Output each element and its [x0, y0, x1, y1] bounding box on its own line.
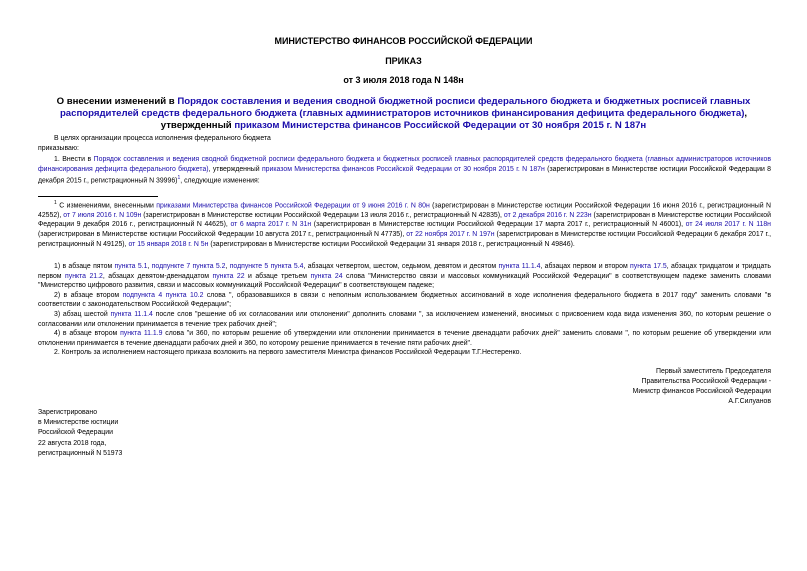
ministry-heading: МИНИСТЕРСТВО ФИНАНСОВ РОССИЙСКОЙ ФЕДЕРАЦИИ	[274, 36, 533, 46]
item-text: , абзацах тридцатом и тридцать первом	[38, 263, 771, 280]
registration-date: 22 августа 2018 года,	[38, 439, 107, 447]
footnote-separator	[38, 196, 158, 197]
item2-link-10-2[interactable]: подпункта 4 пункта 10.2	[122, 291, 204, 299]
footnote-text: (зарегистрирован в Министерстве юстиции Российской Федерации 17 марта 2017 г., регистрационный N 46001),	[311, 221, 686, 229]
signature-line3: Министр финансов Российской Федерации	[632, 388, 771, 395]
item-text: 2) в абзаце втором	[54, 291, 123, 299]
signature-line1: Первый заместитель Председателя	[656, 368, 771, 375]
footnote-link-2[interactable]: от 7 июля 2016 г. N 109н	[63, 211, 142, 219]
item-text: , абзацах четвертом, шестом, седьмом, девятом и десятом	[303, 263, 499, 270]
item-text: слова ", образовавшихся в связи с неполным использованием бюджетных ассигнований в ходе исполнения федерального бюджета в 2017 году" заменить словами "в соответствии с законодательством Российской Федерации";	[38, 291, 772, 309]
footnote	[38, 199, 771, 249]
footnote-text: (зарегистрирован в Министерстве юстиции Российской Федерации 10 августа 2017 г., регистрационный N 47735),	[38, 231, 407, 239]
point1-text-d: , следующие изменения:	[180, 177, 260, 185]
item-text: после слов "решение об их согласовании или отклонении" дополнить словами ", за исключением изменений, вносимых с присвоением кода вида изменения 360, по которым решение о согласовании или отклонении принимается в течение трех рабочих дней";	[38, 310, 771, 328]
preamble	[38, 134, 771, 153]
footnote-text: (зарегистрирован в Министерстве юстиции Российской Федерации 13 июля 2016 г., регистрационный N 42835),	[141, 211, 504, 219]
footnote-link-5[interactable]: от 24 июля 2017 г. N 118н	[685, 221, 771, 229]
footnote-text: С изменениями, внесенными	[56, 202, 157, 210]
item-3	[38, 310, 771, 329]
item1-link-5-1[interactable]: пункта 5.1	[114, 263, 148, 270]
registration-line2: в Министерстве юстиции	[38, 419, 119, 427]
registration-line1: Зарегистрировано	[38, 409, 98, 416]
item-text: 4) в абзаце втором	[54, 330, 121, 338]
point1-text-b: , утвержденный	[208, 165, 262, 173]
item1-link-11-1-4[interactable]: пункта 11.1.4	[498, 263, 541, 270]
point1-link-order[interactable]: приказом Министерства финансов Российской Федерации от 30 ноября 2015 г. N 187н	[261, 165, 545, 173]
footnote-link-4[interactable]: от 6 марта 2017 г. N 31н	[230, 221, 312, 229]
item-text: ,	[225, 263, 230, 270]
signature-block	[633, 367, 771, 407]
title-link-order[interactable]: приказом Министерства финансов Российской Федерации от 30 ноября 2015 г. N 187н	[234, 120, 647, 131]
doc-type-heading: ПРИКАЗ	[385, 56, 422, 66]
point-2: 2. Контроль за исполнением настоящего приказа возложить на первого заместителя Министра финансов Российской Федерации Т.Г.Нестеренко.	[54, 349, 522, 357]
signature-line2: Правительства Российской Федерации -	[641, 378, 771, 385]
item1-link-17-5[interactable]: пункта 17.5	[630, 263, 667, 270]
title-link-procedure[interactable]: Порядок составления и ведения сводной бюджетной росписи федерального бюджета и бюджетных росписей главных распорядителей средств федерального бюджета (главных администраторов источников финансирования дефицита федерального бюджета)	[59, 96, 751, 119]
footnote-link-7[interactable]: от 15 января 2018 г. N 5н	[128, 240, 209, 248]
title-middle: , утвержденный	[160, 108, 748, 131]
registration-line3: Российской Федерации	[38, 429, 113, 437]
point1-text-c: (зарегистрирован в Министерстве юстиции Российской Федерации 8 декабря 2015 г., регистрационный N 39996)	[38, 165, 771, 185]
footnote-link-3[interactable]: от 2 декабря 2016 г. N 223н	[503, 211, 592, 219]
document-title	[38, 96, 769, 132]
registration-block	[38, 408, 122, 459]
item-1	[38, 262, 771, 291]
footnote-link-6[interactable]: от 22 ноября 2017 г. N 197н	[406, 231, 495, 239]
item1-link-5-4[interactable]: подпункте 5 пункта 5.4	[229, 263, 304, 270]
footnote-text: (зарегистрирован в Министерстве юстиции Российской Федерации 31 января 2018 г., регистрационный N 49846).	[208, 240, 575, 248]
footnote-text: (зарегистрирован в Министерстве юстиции Российской Федерации 6 декабря 2017 г., регистрационный N 49125),	[38, 231, 771, 248]
preamble-line1: В целях организации процесса исполнения федерального бюджета	[54, 135, 271, 142]
title-prefix: О внесении изменений в	[56, 96, 178, 107]
signature-name: А.Г.Силуанов	[728, 398, 771, 405]
footnote-link-1[interactable]: приказами Министерства финансов Российской Федерации от 9 июня 2016 г. N 80н	[156, 202, 430, 210]
point1-text-a: 1. Внести в	[54, 156, 94, 163]
footnote-marker: 1	[54, 200, 57, 206]
date-number-heading: от 3 июля 2018 года N 148н	[343, 75, 464, 85]
item-text: , абзацах первом и втором	[540, 263, 631, 270]
item-text: слова "и 360, по которым решение об утверждении или отклонении принимается в течение двенадцати рабочих дней" заменить словами ", по которым решение об утверждении или отклонении принимается в течение двенадцати рабочих дней и 360, по которому решение принимается в течение пяти рабочих дней".	[38, 330, 771, 347]
item1-link-21-2[interactable]: пункта 21.2	[65, 272, 103, 280]
item-text: слова "Министерство связи и массовых коммуникаций Российской Федерации" в соответствующем падеже заменить словами "Министерство цифрового развития, связи и массовых коммуникаций Российской Федерации" в соответствующем падеже;	[38, 272, 772, 290]
item-text: , абзацах девятом-двенадцатом	[102, 272, 213, 280]
preamble-line2: приказываю:	[38, 144, 79, 152]
item4-link-11-1-9[interactable]: пункта 11.1.9	[120, 330, 163, 338]
item-text: 3) абзац шестой	[54, 310, 111, 318]
point-1	[38, 155, 771, 186]
item-4	[38, 329, 771, 348]
item-text: и абзаце третьем	[244, 272, 311, 280]
item1-link-5-2[interactable]: подпункте 7 пункта 5.2	[151, 263, 226, 270]
point1-link-procedure[interactable]: Порядок составления и ведения сводной бюджетной росписи федерального бюджета и бюджетных росписей главных распорядителей средств федерального бюджета (главных администраторов источников финансирования дефицита федерального бюджета)	[38, 156, 771, 173]
item1-link-24[interactable]: пункта 24	[310, 272, 343, 280]
footnote-text: (зарегистрирован в Министерстве юстиции Российской Федерации 16 июня 2016 г., регистрационный N 42552),	[38, 202, 771, 219]
footnote-ref[interactable]: 1	[177, 175, 181, 182]
item1-link-22[interactable]: пункта 22	[212, 272, 245, 280]
item3-link-11-1-4[interactable]: пункта 11.1.4	[110, 310, 153, 318]
amendment-items	[38, 262, 771, 358]
item-2	[38, 291, 771, 310]
item-text: ,	[147, 263, 152, 270]
registration-number: регистрационный N 51973	[38, 449, 123, 457]
footnote-text: (зарегистрирован в Министерстве юстиции Российской Федерации 9 декабря 2016 г., регистрационный N 44625),	[38, 211, 771, 229]
item-text: 1) в абзаце пятом	[54, 263, 115, 270]
